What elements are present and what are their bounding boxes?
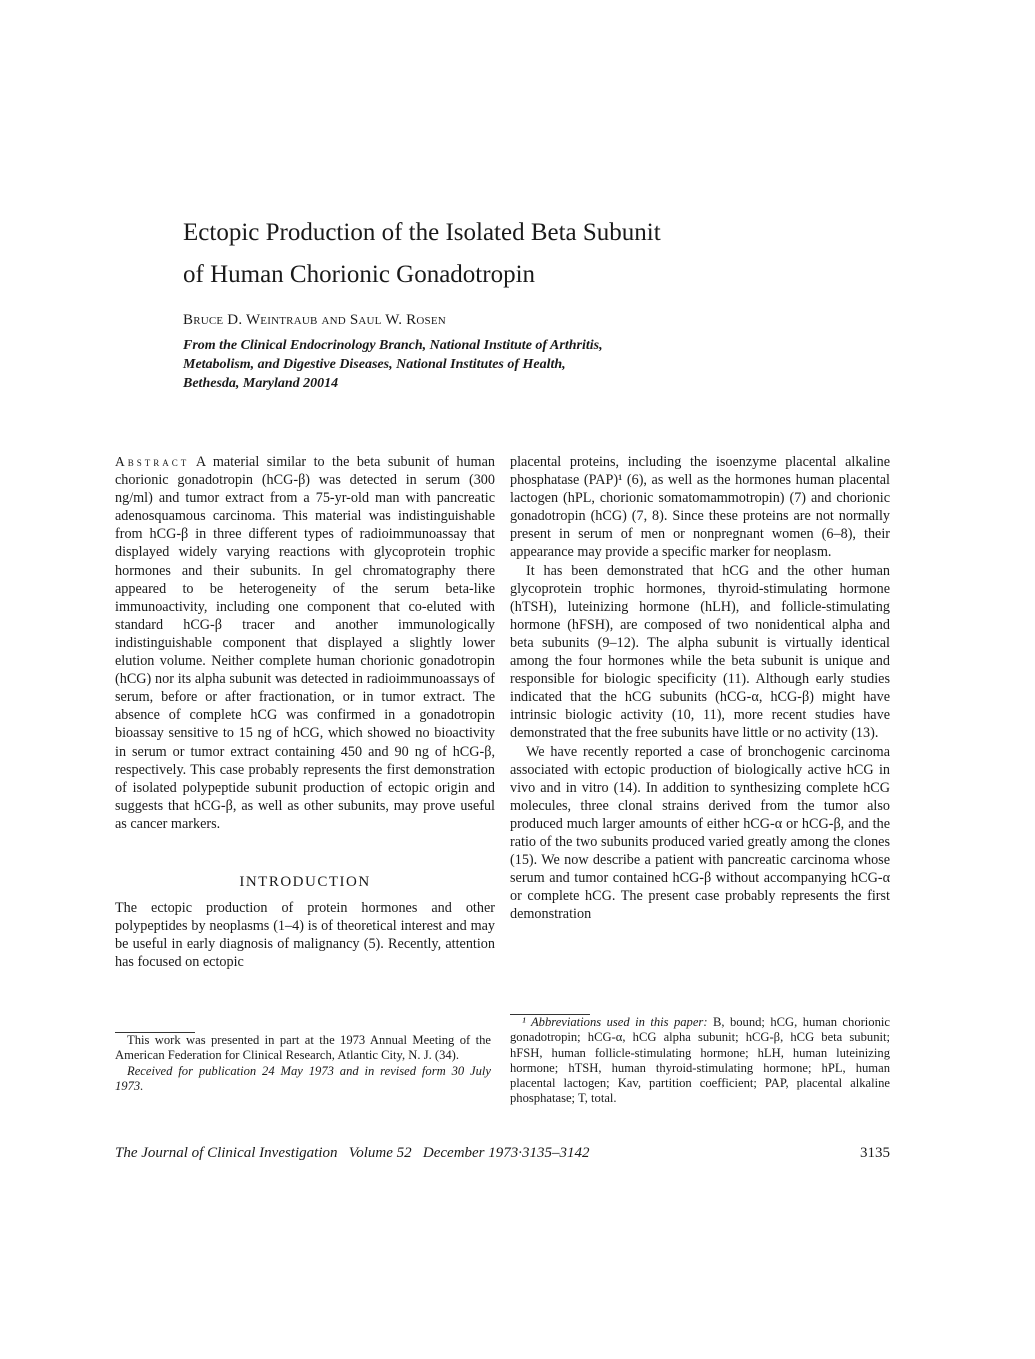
introduction-paragraph-1-start: The ectopic production of protein hormones and other polypeptides by neoplasms (1–4) is of theoretical interest and may be useful in early diagnosis of malignancy (5). Recently, attention has focused on ectopic [115, 900, 495, 971]
footnote-presented: This work was presented in part at the 1973 Annual Meeting of the American Federation for Clinical Research, Atlantic City, N. J. (34). [115, 1033, 491, 1063]
abbreviations-label: ¹ Abbreviations used in this paper: [522, 1015, 708, 1029]
left-column [115, 453, 495, 971]
affiliation-line-3: Bethesda, Maryland 20014 [183, 376, 339, 391]
footnote-received: Received for publication 24 May 1973 and in revised form 30 July 1973. [115, 1063, 491, 1093]
right-footnotes [510, 1014, 890, 1107]
affiliation-line-2: Metabolism, and Digestive Diseases, National Institutes of Health, [183, 357, 566, 372]
page-number: 3135 [860, 1145, 890, 1161]
right-column [510, 453, 890, 923]
article-title [183, 212, 903, 296]
abstract-paragraph [115, 453, 495, 833]
abstract-heading: Abstract [115, 454, 190, 469]
page-footer [115, 1145, 890, 1162]
abstract-text: A material similar to the beta subunit of human chorionic gonadotropin (hCG-β) was detected in serum (300 ng/ml) and tumor extract from a 75-yr-old man with pancreatic adenosquamous carcinoma. This material was indistinguishable from hCG-β in three different types of radioimmunoassay that displayed widely varying reactions with glycoprotein trophic hormones and their subunits. In gel chromatography there appeared to be heterogeneity of the serum beta-like immunoactivity, including one component that co-eluted with standard hCG-β tracer and another immunologically indistinguishable component that displayed a slightly lower elution volume. Neither complete human chorionic gonadotropin (hCG) nor its alpha subunit was detected in radioimmunoassays of serum, before or after fractionation, or in tumor extract. The absence of complete hCG was confirmed in a gonadotropin bioassay sensitive to 15 ng of hCG, which showed no bioactivity in serum or tumor extract containing 450 and 90 ng of hCG-β, respectively. This case probably represents the first demonstration of isolated polypeptide subunit production of ectopic origin and suggests that hCG-β, as well as other subunits, may prove useful as cancer markers. [115, 454, 495, 832]
journal-citation: The Journal of Clinical Investigation Volume 52 December 1973·3135–3142 [115, 1145, 590, 1161]
affiliation [183, 336, 743, 393]
introduction-paragraph-1-end: placental proteins, including the isoenzyme placental alkaline phosphatase (PAP)¹ (6), as well as the hormones human placental lactogen (hPL, chorionic somatomammotropin) (7) and chorionic gonadotropin (hCG) (7, 8). Since these proteins are not normally present in serum of men or nonpregnant women (6–8), their appearance may provide a specific marker for neoplasm. [510, 454, 890, 561]
footnote-abbreviations [510, 1015, 890, 1107]
title-line-2: of Human Chorionic Gonadotropin [183, 261, 536, 288]
introduction-heading: INTRODUCTION [239, 873, 371, 890]
affiliation-line-1: From the Clinical Endocrinology Branch, National Institute of Arthritis, [183, 338, 603, 353]
introduction-paragraph-3: We have recently reported a case of bronchogenic carcinoma associated with ectopic production of biologically active hCG in vivo and in vitro (14). In addition to synthesizing complete hCG molecules, three clonal strains derived from the tumor also produced much larger amounts of either hCG-α or hCG-β, and the ratio of the two subunits produced varied greatly among the clones (15). We now describe a patient with pancreatic carcinoma whose serum and tumor contained hCG-β without accompanying hCG-α or complete hCG. The present case probably represents the first demonstration [510, 743, 890, 923]
abbreviations-text: B, bound; hCG, human chorionic gonadotropin; hCG-α, hCG alpha subunit; hCG-β, hCG beta subunit; hFSH, human follicle-stimulating hormone; hLH, human luteinizing hormone; hTSH, human thyroid-stimulating hormone; hPL, human placental lactogen; Kav, partition coefficient; PAP, placental alkaline phosphatase; T, total. [510, 1015, 890, 1106]
author-list: Bruce D. Weintraub and Saul W. Rosen [183, 312, 446, 328]
introduction-paragraph-2: It has been demonstrated that hCG and the other human glycoprotein trophic hormones, thyroid-stimulating hormone (hTSH), luteinizing hormone (hLH), and follicle-stimulating hormone (hFSH), are composed of two nonidentical alpha and beta subunits (9–12). The alpha subunit is virtually identical among the four hormones while the beta subunit is unique and responsible for biologic specificity (11). Although early studies indicated that the hCG subunits (hCG-α, hCG-β) might have intrinsic biologic activity (10, 11), more recent studies have demonstrated that the free subunits have little or no activity (13). [510, 562, 890, 742]
title-line-1: Ectopic Production of the Isolated Beta Subunit [183, 219, 661, 246]
left-footnotes [115, 1032, 491, 1094]
